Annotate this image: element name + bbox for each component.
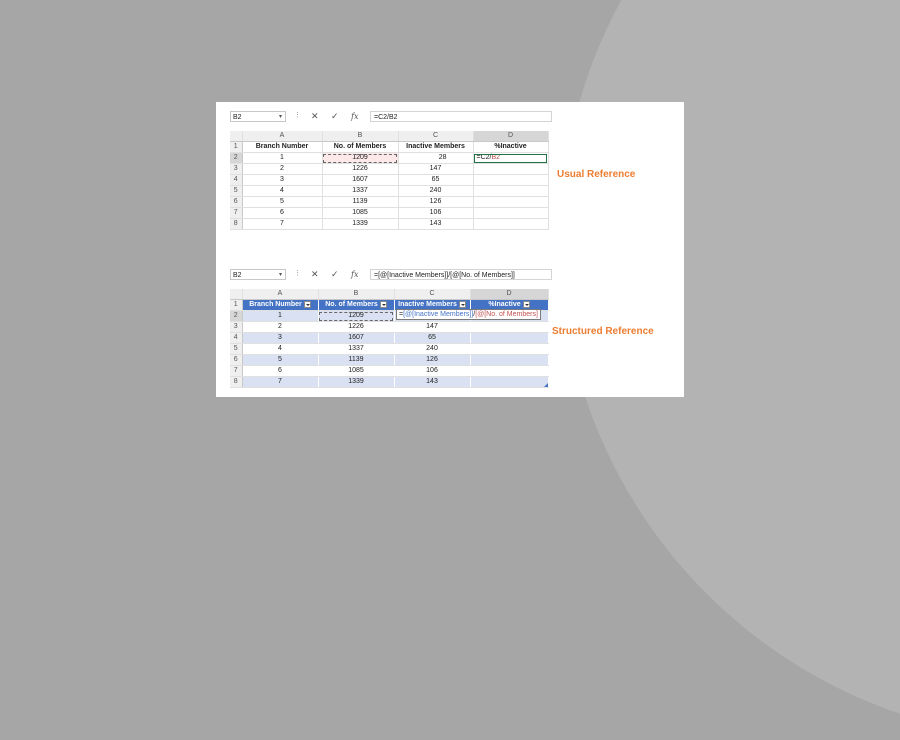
cell-referenced[interactable]: 1209 bbox=[318, 311, 394, 322]
cell[interactable]: 106 bbox=[398, 208, 473, 219]
cell-referenced[interactable]: 1209 bbox=[322, 153, 398, 164]
cell[interactable]: 1 bbox=[242, 311, 318, 322]
name-box-value: B2 bbox=[233, 272, 242, 279]
cell-formula-text: = bbox=[399, 311, 404, 318]
cell[interactable]: 3 bbox=[242, 333, 318, 344]
row-header[interactable]: 4 bbox=[230, 175, 242, 186]
cell[interactable]: 6 bbox=[242, 366, 318, 377]
cell[interactable]: 1226 bbox=[322, 164, 398, 175]
table-header-cell[interactable] bbox=[318, 300, 394, 311]
table-row bbox=[230, 219, 548, 230]
worksheet-grid bbox=[230, 131, 549, 230]
column-header-b[interactable]: B bbox=[318, 289, 394, 300]
cell[interactable]: 1139 bbox=[318, 355, 394, 366]
table-row bbox=[230, 164, 548, 175]
cell-formula-reference: [@[Inactive Members]] bbox=[403, 311, 474, 318]
cell[interactable] bbox=[473, 186, 548, 197]
cell[interactable] bbox=[473, 197, 548, 208]
cell[interactable]: 6 bbox=[242, 208, 322, 219]
cell[interactable]: 1339 bbox=[322, 219, 398, 230]
active-cell[interactable] bbox=[473, 153, 548, 164]
cell[interactable]: 143 bbox=[398, 219, 473, 230]
chevron-down-icon[interactable]: ▾ bbox=[278, 114, 282, 120]
name-box-value: B2 bbox=[233, 114, 242, 121]
cell[interactable]: 143 bbox=[394, 377, 470, 388]
column-header-a[interactable]: A bbox=[242, 131, 322, 142]
row-header[interactable]: 1 bbox=[230, 142, 242, 153]
cell[interactable]: 2 bbox=[242, 322, 318, 333]
cell[interactable]: 147 bbox=[398, 164, 473, 175]
cell[interactable]: 106 bbox=[394, 366, 470, 377]
row-header[interactable]: 3 bbox=[230, 322, 242, 333]
cell[interactable]: 3 bbox=[242, 175, 322, 186]
cell[interactable]: 1607 bbox=[322, 175, 398, 186]
cell-header[interactable]: %Inactive bbox=[473, 142, 548, 153]
cell[interactable]: 1085 bbox=[318, 366, 394, 377]
column-header-c[interactable]: C bbox=[398, 131, 473, 142]
cell[interactable]: 5 bbox=[242, 355, 318, 366]
cell[interactable]: 7 bbox=[242, 219, 322, 230]
insert-function-icon[interactable]: fx bbox=[351, 112, 359, 121]
table-header-cell[interactable] bbox=[242, 300, 318, 311]
cancel-icon[interactable]: ✕ bbox=[311, 111, 319, 121]
cell-formula-text: =C2/ bbox=[476, 154, 492, 161]
formula-bar-separator: ⋮ bbox=[294, 112, 301, 119]
cell[interactable] bbox=[470, 322, 548, 333]
select-all-corner[interactable] bbox=[230, 131, 242, 142]
cell[interactable]: 4 bbox=[242, 186, 322, 197]
cell-formula-reference: B2 bbox=[491, 154, 501, 161]
cell[interactable]: 7 bbox=[242, 377, 318, 388]
cell[interactable] bbox=[470, 355, 548, 366]
row-header[interactable]: 3 bbox=[230, 164, 242, 175]
column-header-d[interactable]: D bbox=[473, 131, 548, 142]
row-header[interactable]: 2 bbox=[230, 153, 242, 164]
slide bbox=[216, 102, 684, 397]
worksheet-grid bbox=[230, 289, 549, 388]
select-all-corner[interactable] bbox=[230, 289, 242, 300]
cell-header[interactable]: No. of Members bbox=[322, 142, 398, 153]
cell[interactable]: 1337 bbox=[318, 344, 394, 355]
table-row bbox=[230, 175, 548, 186]
row-header[interactable]: 2 bbox=[230, 311, 242, 322]
cell-header[interactable]: Inactive Members bbox=[398, 142, 473, 153]
cell[interactable] bbox=[470, 366, 548, 377]
table-row bbox=[230, 197, 548, 208]
formula-bar-separator: ⋮ bbox=[294, 270, 301, 277]
cell[interactable]: 1 bbox=[242, 153, 322, 164]
table-resize-handle[interactable] bbox=[544, 383, 548, 387]
table-row bbox=[230, 153, 548, 164]
column-header-b[interactable]: B bbox=[322, 131, 398, 142]
cell[interactable] bbox=[470, 344, 548, 355]
enter-icon[interactable]: ✓ bbox=[331, 111, 339, 121]
row-header[interactable]: 5 bbox=[230, 344, 242, 355]
cell[interactable]: 240 bbox=[394, 344, 470, 355]
enter-icon[interactable]: ✓ bbox=[331, 269, 339, 279]
cell[interactable]: 65 bbox=[394, 333, 470, 344]
table-row bbox=[230, 344, 548, 355]
usual-reference-label: Usual Reference bbox=[557, 169, 636, 180]
cell-formula-operator: / bbox=[473, 311, 476, 318]
column-headers bbox=[230, 131, 548, 142]
chevron-down-icon[interactable]: ▾ bbox=[278, 272, 282, 278]
table-row bbox=[230, 377, 548, 388]
cell[interactable] bbox=[473, 208, 548, 219]
cell[interactable]: 147 bbox=[394, 322, 470, 333]
row-header[interactable]: 8 bbox=[230, 219, 242, 230]
column-header-a[interactable]: A bbox=[242, 289, 318, 300]
table-row bbox=[230, 333, 548, 344]
cell[interactable]: 1085 bbox=[322, 208, 398, 219]
formula-input[interactable]: =[@[Inactive Members]]/[@[No. of Members]] bbox=[370, 269, 552, 280]
table-header-label: Inactive Members bbox=[398, 301, 457, 308]
cell-formula-reference: [@[No. of Members] bbox=[475, 311, 538, 318]
cell[interactable] bbox=[473, 219, 548, 230]
row-header[interactable]: 4 bbox=[230, 333, 242, 344]
cell[interactable]: 1226 bbox=[318, 322, 394, 333]
table-row bbox=[230, 366, 548, 377]
cell[interactable]: 1337 bbox=[322, 186, 398, 197]
insert-function-icon[interactable]: fx bbox=[351, 270, 359, 279]
name-box[interactable] bbox=[230, 269, 286, 280]
cell[interactable]: 1139 bbox=[322, 197, 398, 208]
cell[interactable] bbox=[473, 164, 548, 175]
formula-input[interactable]: =C2/B2 bbox=[370, 111, 552, 122]
column-header-c[interactable]: C bbox=[394, 289, 470, 300]
sheet-usual-reference bbox=[230, 110, 550, 235]
table-row bbox=[230, 142, 548, 153]
row-header[interactable]: 6 bbox=[230, 355, 242, 366]
row-header[interactable]: 7 bbox=[230, 208, 242, 219]
cell[interactable] bbox=[470, 333, 548, 344]
cell[interactable]: 1607 bbox=[318, 333, 394, 344]
cell[interactable]: 126 bbox=[394, 355, 470, 366]
row-header[interactable]: 8 bbox=[230, 377, 242, 388]
column-header-d[interactable]: D bbox=[470, 289, 548, 300]
filter-dropdown-icon[interactable] bbox=[523, 301, 530, 308]
row-header[interactable]: 7 bbox=[230, 366, 242, 377]
row-header[interactable]: 6 bbox=[230, 197, 242, 208]
table-row bbox=[230, 186, 548, 197]
name-box[interactable] bbox=[230, 111, 286, 122]
formula-bar bbox=[230, 110, 552, 124]
cell[interactable]: 240 bbox=[398, 186, 473, 197]
filter-dropdown-icon[interactable] bbox=[380, 301, 387, 308]
table-header-label: No. of Members bbox=[325, 301, 378, 308]
cell[interactable]: 1339 bbox=[318, 377, 394, 388]
cell[interactable] bbox=[470, 377, 548, 388]
table-row bbox=[230, 322, 548, 333]
row-header[interactable]: 1 bbox=[230, 300, 242, 311]
structured-reference-label: Structured Reference bbox=[552, 326, 654, 337]
cell-formula-editor[interactable] bbox=[396, 309, 541, 320]
cell[interactable]: 28 bbox=[398, 153, 473, 164]
row-header[interactable]: 5 bbox=[230, 186, 242, 197]
table-header-label: %Inactive bbox=[488, 301, 521, 308]
formula-bar bbox=[230, 268, 552, 282]
cell[interactable]: 4 bbox=[242, 344, 318, 355]
sheet-structured-reference bbox=[230, 268, 550, 393]
column-headers bbox=[230, 289, 548, 300]
cell[interactable]: 2 bbox=[242, 164, 322, 175]
cell[interactable]: 5 bbox=[242, 197, 322, 208]
table-header-label: Branch Number bbox=[249, 301, 302, 308]
cell-header[interactable]: Branch Number bbox=[242, 142, 322, 153]
cancel-icon[interactable]: ✕ bbox=[311, 269, 319, 279]
cell[interactable]: 126 bbox=[398, 197, 473, 208]
filter-dropdown-icon[interactable] bbox=[304, 301, 311, 308]
cell[interactable] bbox=[473, 175, 548, 186]
table-row bbox=[230, 355, 548, 366]
table-row bbox=[230, 208, 548, 219]
filter-dropdown-icon[interactable] bbox=[459, 301, 466, 308]
cell[interactable]: 65 bbox=[398, 175, 473, 186]
